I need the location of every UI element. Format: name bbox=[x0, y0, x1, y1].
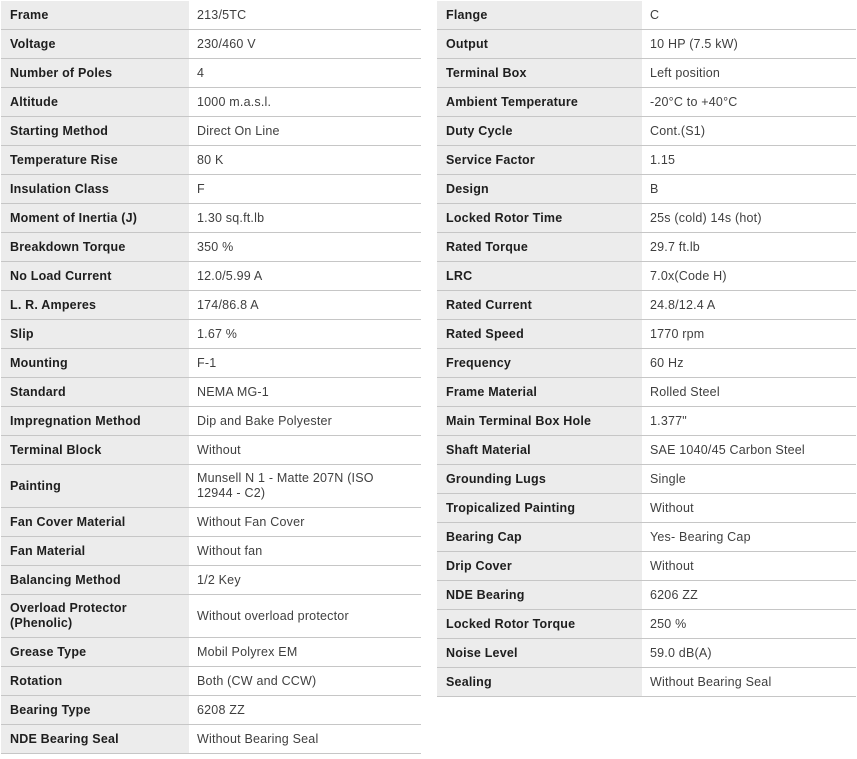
spec-row bbox=[1, 436, 421, 465]
spec-row bbox=[1, 117, 421, 146]
spec-row-value: 29.7 ft.lb bbox=[650, 239, 700, 254]
spec-row-value: 25s (cold) 14s (hot) bbox=[650, 210, 762, 225]
spec-row-value: Mobil Polyrex EM bbox=[197, 644, 298, 659]
spec-table-left bbox=[1, 1, 421, 754]
spec-row bbox=[437, 552, 856, 581]
spec-row bbox=[1, 696, 421, 725]
spec-row bbox=[1, 320, 421, 349]
spec-row-value: 1.377" bbox=[650, 413, 687, 428]
spec-row-value: Cont.(S1) bbox=[650, 123, 706, 138]
spec-row-value: Left position bbox=[650, 65, 721, 80]
spec-row bbox=[1, 175, 421, 204]
spec-row-label: Locked Rotor Time bbox=[437, 204, 642, 232]
spec-row-label: Ambient Temperature bbox=[437, 88, 642, 116]
spec-row-label: Output bbox=[437, 30, 642, 58]
spec-row-label: Impregnation Method bbox=[1, 407, 189, 435]
spec-row-label: Breakdown Torque bbox=[1, 233, 189, 261]
spec-row bbox=[437, 59, 856, 88]
spec-row-label: Design bbox=[437, 175, 642, 203]
spec-row bbox=[1, 233, 421, 262]
spec-row-label: Insulation Class bbox=[1, 175, 189, 203]
spec-row-label: Flange bbox=[437, 1, 642, 29]
spec-row bbox=[437, 262, 856, 291]
spec-row bbox=[437, 1, 856, 30]
spec-row-value: 1.15 bbox=[650, 152, 676, 167]
spec-row-label: NDE Bearing Seal bbox=[1, 725, 189, 753]
spec-row-value: Without Bearing Seal bbox=[650, 674, 772, 689]
spec-row bbox=[1, 1, 421, 30]
spec-row-value: 6208 ZZ bbox=[197, 702, 245, 717]
spec-row bbox=[1, 638, 421, 667]
spec-row bbox=[437, 668, 856, 697]
spec-row-value: F-1 bbox=[197, 355, 217, 370]
spec-row-label: Frame bbox=[1, 1, 189, 29]
spec-row-value: 24.8/12.4 A bbox=[650, 297, 716, 312]
spec-row-value: Without Fan Cover bbox=[197, 514, 305, 529]
spec-row-label: Starting Method bbox=[1, 117, 189, 145]
spec-row-label: NDE Bearing bbox=[437, 581, 642, 609]
spec-row bbox=[1, 667, 421, 696]
spec-row-value: 10 HP (7.5 kW) bbox=[650, 36, 739, 51]
spec-row-label: Fan Material bbox=[1, 537, 189, 565]
spec-row-value: 1/2 Key bbox=[197, 572, 241, 587]
spec-row bbox=[437, 436, 856, 465]
spec-row-label: No Load Current bbox=[1, 262, 189, 290]
spec-row-value: 4 bbox=[197, 65, 205, 80]
spec-row-label: Overload Protector (Phenolic) bbox=[1, 595, 189, 637]
spec-row-label: Moment of Inertia (J) bbox=[1, 204, 189, 232]
spec-row-value: 6206 ZZ bbox=[650, 587, 698, 602]
spec-row-label: Temperature Rise bbox=[1, 146, 189, 174]
spec-row-value: Without bbox=[197, 442, 241, 457]
spec-row bbox=[1, 262, 421, 291]
spec-row-value: 1.67 % bbox=[197, 326, 238, 341]
spec-row-label: Mounting bbox=[1, 349, 189, 377]
spec-row-label: Frequency bbox=[437, 349, 642, 377]
spec-row-value: 12.0/5.99 A bbox=[197, 268, 263, 283]
spec-row bbox=[1, 349, 421, 378]
spec-row-label: Drip Cover bbox=[437, 552, 642, 580]
spec-row bbox=[437, 378, 856, 407]
spec-row-label: Noise Level bbox=[437, 639, 642, 667]
spec-row bbox=[1, 204, 421, 233]
spec-row bbox=[1, 566, 421, 595]
spec-row-value: B bbox=[650, 181, 659, 196]
spec-row-value: F bbox=[197, 181, 205, 196]
spec-row bbox=[437, 639, 856, 668]
spec-row-label: Frame Material bbox=[437, 378, 642, 406]
spec-row-value: NEMA MG-1 bbox=[197, 384, 269, 399]
spec-row-label: Balancing Method bbox=[1, 566, 189, 594]
spec-row-value: 230/460 V bbox=[197, 36, 256, 51]
spec-row bbox=[1, 88, 421, 117]
spec-row-value: Direct On Line bbox=[197, 123, 280, 138]
spec-row bbox=[437, 30, 856, 59]
spec-row-value: Without overload protector bbox=[197, 608, 349, 623]
spec-row-label: Sealing bbox=[437, 668, 642, 696]
spec-row-label: LRC bbox=[437, 262, 642, 290]
spec-row-label: Standard bbox=[1, 378, 189, 406]
spec-row-value: 250 % bbox=[650, 616, 687, 631]
spec-row-value: 7.0x(Code H) bbox=[650, 268, 727, 283]
spec-row-label: Terminal Block bbox=[1, 436, 189, 464]
spec-row bbox=[437, 523, 856, 552]
spec-row-label: Number of Poles bbox=[1, 59, 189, 87]
spec-row-value: Without bbox=[650, 500, 694, 515]
spec-row-value: 350 % bbox=[197, 239, 234, 254]
spec-row bbox=[437, 349, 856, 378]
spec-row bbox=[437, 320, 856, 349]
spec-row-value: 80 K bbox=[197, 152, 224, 167]
spec-row-value: 174/86.8 A bbox=[197, 297, 259, 312]
spec-row-label: Service Factor bbox=[437, 146, 642, 174]
spec-table-right bbox=[437, 1, 856, 697]
spec-row-value: Without bbox=[650, 558, 694, 573]
spec-row-label: Painting bbox=[1, 465, 189, 507]
spec-row-label: Grease Type bbox=[1, 638, 189, 666]
spec-row-label: Voltage bbox=[1, 30, 189, 58]
spec-row bbox=[437, 233, 856, 262]
spec-row-value: 1770 rpm bbox=[650, 326, 705, 341]
spec-row-value: 59.0 dB(A) bbox=[650, 645, 712, 660]
spec-row bbox=[437, 291, 856, 320]
spec-row-value: SAE 1040/45 Carbon Steel bbox=[650, 442, 805, 457]
spec-row bbox=[437, 88, 856, 117]
spec-row bbox=[1, 407, 421, 436]
spec-row-value: Without Bearing Seal bbox=[197, 731, 319, 746]
spec-row-value: Dip and Bake Polyester bbox=[197, 413, 333, 428]
spec-row-value: Without fan bbox=[197, 543, 263, 558]
spec-row bbox=[1, 595, 421, 638]
spec-row-value: C bbox=[650, 7, 660, 22]
spec-row bbox=[1, 30, 421, 59]
spec-row bbox=[1, 378, 421, 407]
spec-row-label: Rotation bbox=[1, 667, 189, 695]
spec-row-label: Main Terminal Box Hole bbox=[437, 407, 642, 435]
spec-row-label: Altitude bbox=[1, 88, 189, 116]
spec-row bbox=[437, 494, 856, 523]
spec-row-label: Grounding Lugs bbox=[437, 465, 642, 493]
spec-row bbox=[437, 204, 856, 233]
spec-row bbox=[437, 146, 856, 175]
spec-row-value: Both (CW and CCW) bbox=[197, 673, 317, 688]
spec-row-label: Rated Current bbox=[437, 291, 642, 319]
spec-row-label: Terminal Box bbox=[437, 59, 642, 87]
spec-row-label: Shaft Material bbox=[437, 436, 642, 464]
spec-row bbox=[1, 59, 421, 88]
spec-row-value: Yes- Bearing Cap bbox=[650, 529, 751, 544]
spec-row-value: -20°C to +40°C bbox=[650, 94, 738, 109]
spec-row bbox=[1, 725, 421, 754]
spec-row bbox=[437, 117, 856, 146]
spec-row-value: Rolled Steel bbox=[650, 384, 720, 399]
spec-row bbox=[437, 610, 856, 639]
spec-row-value: 1.30 sq.ft.lb bbox=[197, 210, 265, 225]
spec-row bbox=[437, 465, 856, 494]
spec-row bbox=[1, 146, 421, 175]
spec-row-label: Bearing Type bbox=[1, 696, 189, 724]
spec-row bbox=[1, 508, 421, 537]
spec-row-label: Locked Rotor Torque bbox=[437, 610, 642, 638]
spec-row-label: L. R. Amperes bbox=[1, 291, 189, 319]
spec-row-label: Rated Torque bbox=[437, 233, 642, 261]
spec-row bbox=[437, 581, 856, 610]
spec-row-label: Slip bbox=[1, 320, 189, 348]
spec-row bbox=[1, 537, 421, 566]
spec-row bbox=[437, 175, 856, 204]
spec-row-label: Bearing Cap bbox=[437, 523, 642, 551]
spec-row-value: 213/5TC bbox=[197, 7, 247, 22]
spec-row bbox=[1, 291, 421, 320]
spec-row-value: Munsell N 1 - Matte 207N (ISO 12944 - C2) bbox=[197, 471, 374, 500]
spec-row-label: Fan Cover Material bbox=[1, 508, 189, 536]
spec-row bbox=[1, 465, 421, 508]
spec-row-value: Single bbox=[650, 471, 686, 486]
spec-row bbox=[437, 407, 856, 436]
spec-row-value: 60 Hz bbox=[650, 355, 684, 370]
spec-row-label: Rated Speed bbox=[437, 320, 642, 348]
spec-row-value: 1000 m.a.s.l. bbox=[197, 94, 272, 109]
spec-row-label: Tropicalized Painting bbox=[437, 494, 642, 522]
spec-row-label: Duty Cycle bbox=[437, 117, 642, 145]
